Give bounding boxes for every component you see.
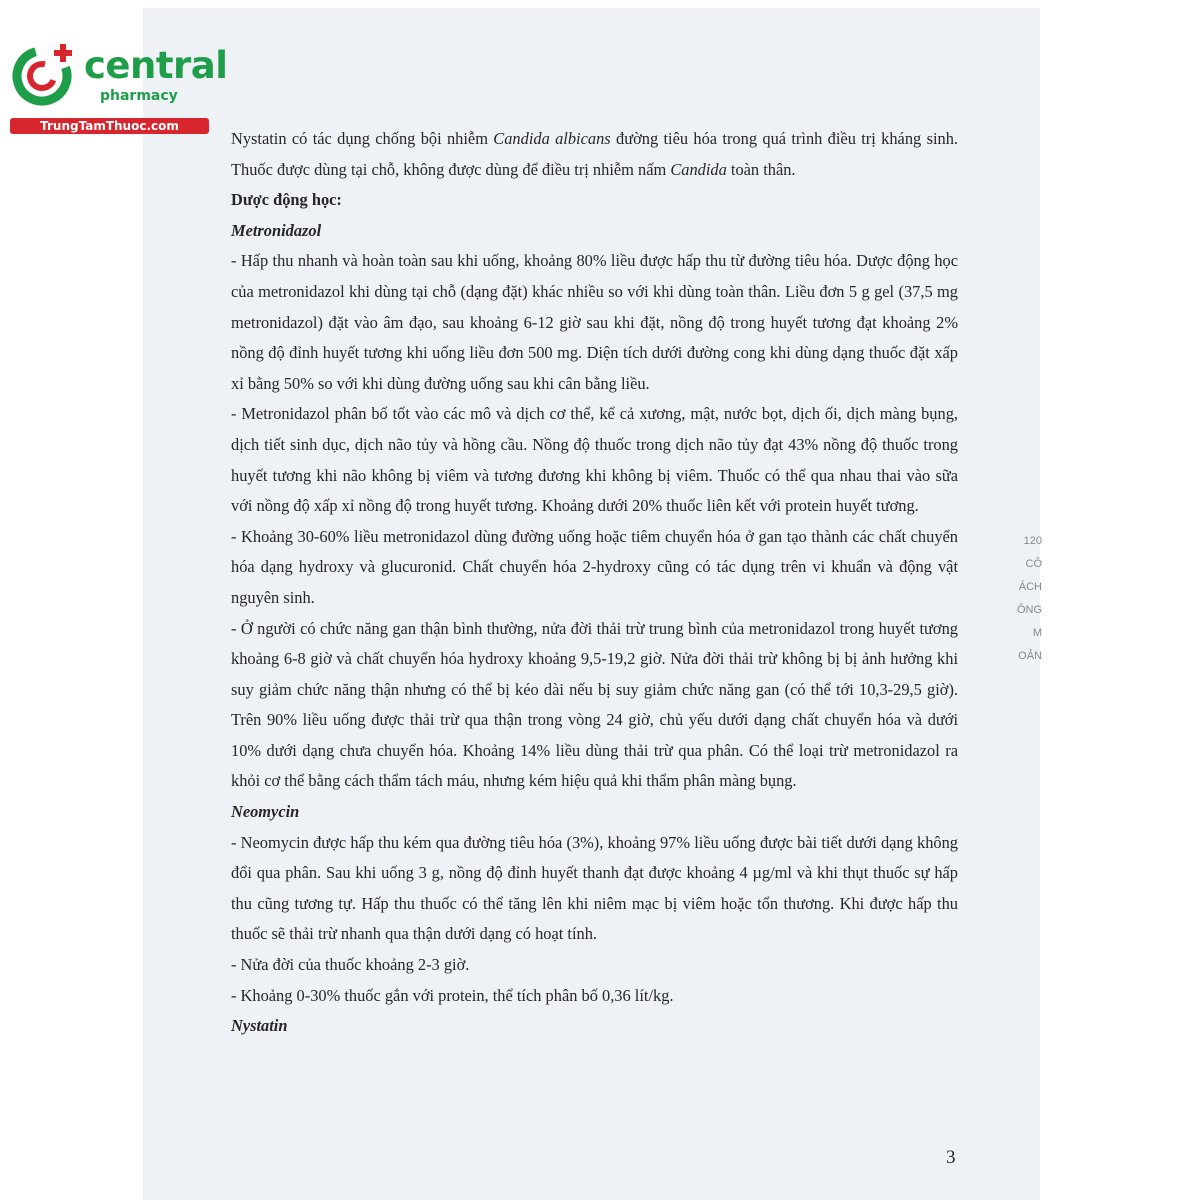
neomycin-absorption: - Neomycin được hấp thu kém qua đường tiêu hóa (3%), khoảng 97% liều uống được bài tiết dưới dạng không đổi qua phân. Sau khi uống 3 g, nồng độ đỉnh huyết thanh đạt được khoảng 4 µg/ml và khi thụt thuốc sự hấp thu cũng tương tự. Hấp thu thuốc có thể tăng lên khi niêm mạc bị viêm hoặc tổn thương. Khi được hấp thu thuốc sẽ thải trừ nhanh qua thận dưới dạng có hoạt tính. — [231, 832, 958, 944]
stamp-line: ÁCH — [1018, 581, 1042, 593]
page-number: 3 — [946, 1147, 956, 1168]
intro-text-2: đường tiêu hóa trong quá trình điều trị kháng sinh. Thuốc được dùng tại chỗ, không được dùng để điều trị nhiễm nấm — [231, 129, 958, 179]
stamp-line: M — [1032, 627, 1042, 639]
neomycin-protein-binding: - Khoảng 0-30% thuốc gắn với protein, thể tích phân bố 0,36 lít/kg. — [231, 985, 674, 1005]
intro-genus: Candida — [670, 159, 727, 179]
intro-species: Candida albicans — [493, 129, 611, 148]
stamp-line: 120 — [1023, 535, 1042, 547]
central-pharmacy-logo — [10, 38, 228, 138]
logo-site-badge: TrungTamThuoc.com — [10, 118, 209, 134]
logo-sub-text: pharmacy — [100, 88, 178, 104]
stamp-line: ÔNG — [1016, 604, 1042, 616]
stamp-line: OẢN — [1018, 650, 1042, 662]
pharmacy-logo-icon — [10, 40, 78, 108]
intro-paragraph — [231, 124, 958, 185]
neomycin-half-life: - Nửa đời của thuốc khoảng 2-3 giờ. — [231, 955, 470, 975]
heading-metronidazol: Metronidazol — [231, 220, 322, 240]
metronidazol-elimination: - Ở người có chức năng gan thận bình thường, nửa đời thải trừ trung bình của metronidazol trong huyết tương khoảng 6-8 giờ và chất chuyển hóa hydroxy khoảng 9,5-19,2 giờ. Nửa đời thải trừ không bị bị ảnh hưởng khi suy giảm chức năng thận nhưng có thể bị kéo dài nếu bị suy giảm chức năng gan (có thể tới 10,3-29,5 giờ). Trên 90% liều uống được thải trừ qua thận trong vòng 24 giờ, chủ yếu dưới dạng chất chuyển hóa và dưới 10% dưới dạng chưa chuyển hóa. Khoảng 14% liều dùng thải trừ qua phân. Có thể loại trừ metronidazol ra khỏi cơ thể bằng cách thẩm tách máu, nhưng kém hiệu quả khi thẩm phân màng bụng. — [231, 618, 958, 791]
partial-stamp — [1012, 530, 1042, 680]
intro-text-3: toàn thân. — [726, 159, 796, 179]
document-body — [231, 124, 958, 1042]
logo-brand-text: central — [84, 44, 228, 87]
heading-neomycin: Neomycin — [231, 802, 300, 822]
stamp-line: CÔ — [1025, 558, 1042, 570]
metronidazol-distribution: - Metronidazol phân bố tốt vào các mô và dịch cơ thể, kể cả xương, mật, nước bọt, dịch ối, dịch màng bụng, dịch tiết sinh dục, dịch não tủy và hồng cầu. Nồng độ thuốc trong dịch não tủy đạt 43% nồng độ thuốc trong huyết tương khi não không bị viêm và tương đương khi không bị viêm. Thuốc có thể qua nhau thai vào sữa với nồng độ xấp xỉ nồng độ trong huyết tương. Khoảng dưới 20% thuốc liên kết với protein huyết tương. — [231, 404, 958, 516]
heading-nystatin: Nystatin — [231, 1016, 288, 1036]
metronidazol-metabolism: - Khoảng 30-60% liều metronidazol dùng đường uống hoặc tiêm chuyển hóa ở gan tạo thành các chất chuyển hóa dạng hydroxy và glucuronid. Chất chuyển hóa 2-hydroxy cũng có tác dụng trên vi khuẩn và động vật nguyên sinh. — [231, 526, 958, 607]
intro-text-1: Nystatin có tác dụng chống bội nhiễm — [231, 129, 494, 148]
heading-pharmacokinetics: Dược động học: — [231, 190, 342, 210]
metronidazol-absorption: - Hấp thu nhanh và hoàn toàn sau khi uống, khoảng 80% liều được hấp thu từ đường tiêu hóa. Dược động học của metronidazol khi dùng tại chỗ (dạng đặt) khác nhiều so với khi dùng toàn thân. Liều đơn 5 g gel (37,5 mg metronidazol) đặt vào âm đạo, sau khoảng 6-12 giờ sau khi đặt, nồng độ trong huyết tương đạt khoảng 2% nồng độ đỉnh huyết tương khi uống liều đơn 500 mg. Diện tích dưới đường cong khi dùng dạng thuốc đặt xấp xỉ bằng 50% so với khi dùng đường uống sau khi cân bằng liều. — [231, 251, 958, 393]
